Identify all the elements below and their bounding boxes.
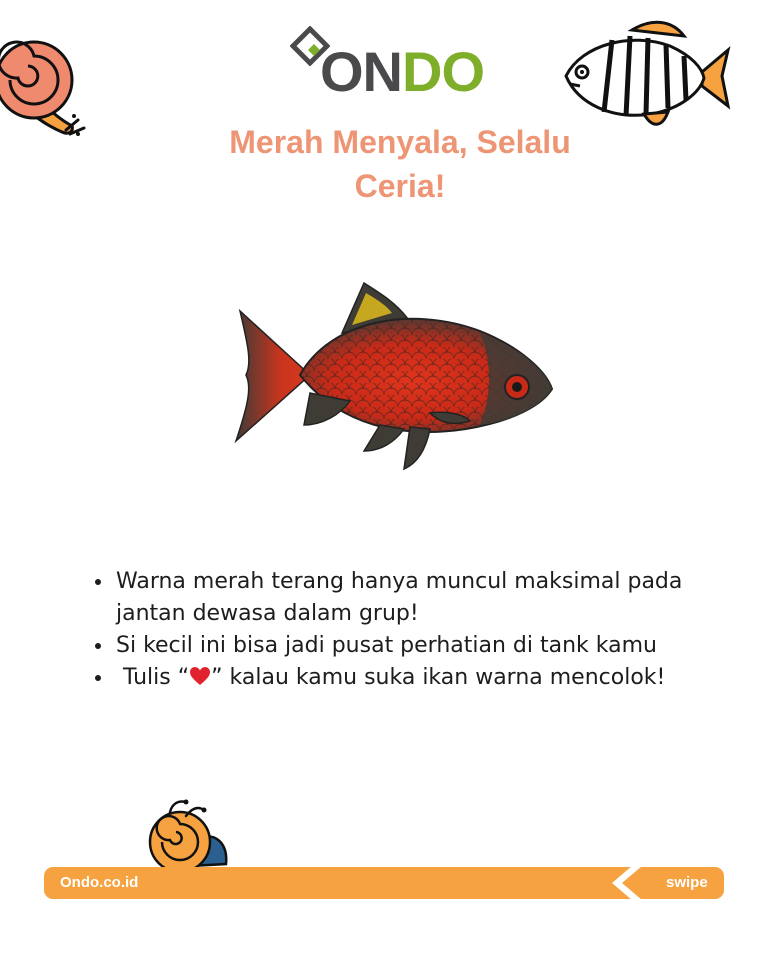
chevron-left-icon <box>600 862 660 904</box>
feature-list <box>94 566 734 694</box>
logo-text-on: ON <box>320 40 402 103</box>
striped-fish-icon <box>552 16 732 136</box>
list-item-text-after: ” kalau kamu suka ikan warna mencolok! <box>211 665 666 690</box>
list-item <box>114 630 734 662</box>
list-item-text: Si kecil ini bisa jadi pusat perhatian di tank kamu <box>116 633 657 658</box>
logo-text-do: DO <box>402 40 484 103</box>
list-item <box>114 566 734 630</box>
snail-icon <box>140 798 234 870</box>
list-item-text: Warna merah terang hanya muncul maksimal pada jantan dewasa dalam grup! <box>116 569 683 626</box>
brand-logo <box>290 22 490 103</box>
logo-text <box>320 40 484 103</box>
red-fish-illustration <box>230 275 560 475</box>
list-item <box>114 662 734 694</box>
headline: Merah Menyala, Selalu Ceria! <box>229 124 571 204</box>
footer-url-link[interactable]: Ondo.co.id <box>60 874 139 891</box>
snail-icon <box>0 20 90 140</box>
swipe-button[interactable]: swipe <box>666 874 708 891</box>
list-item-text-before: Tulis “ <box>116 665 190 690</box>
heart-icon <box>189 666 211 686</box>
